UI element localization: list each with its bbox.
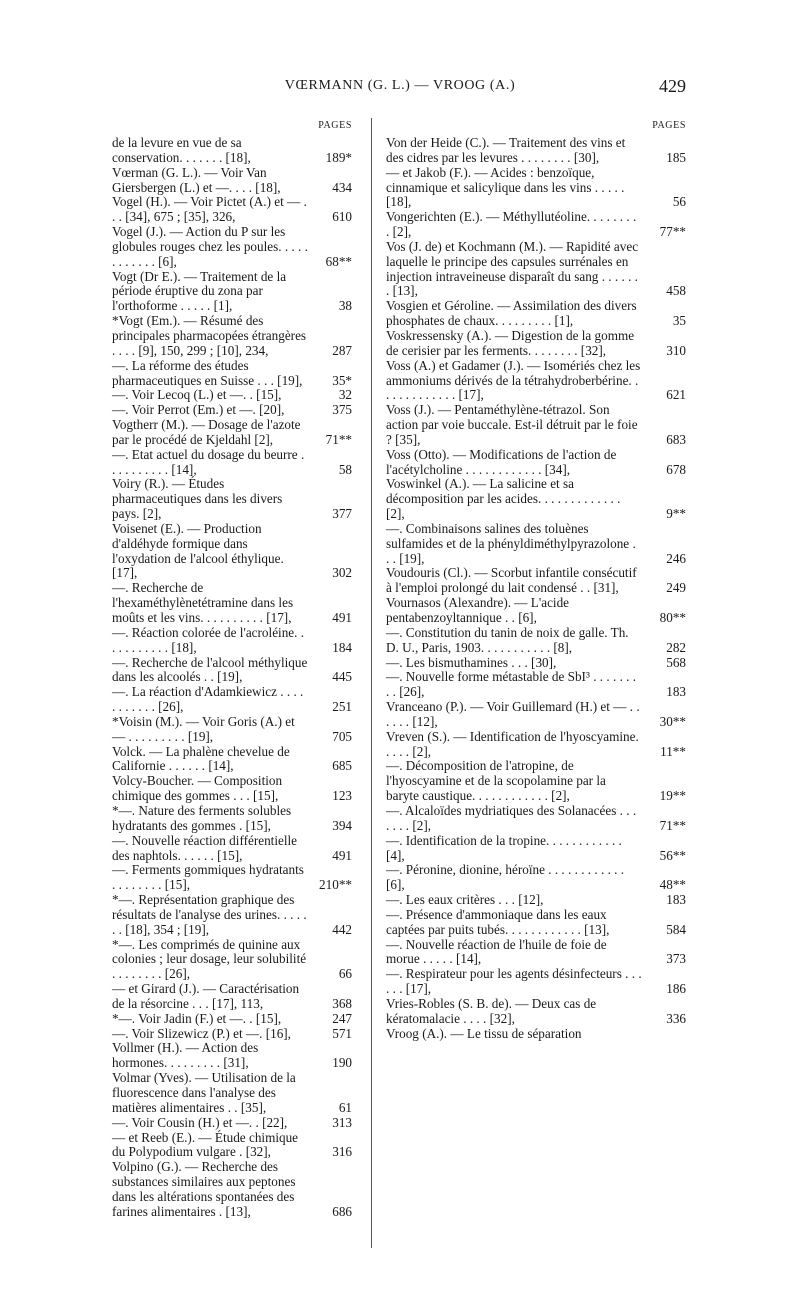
entry-page-number: 302 [332, 565, 352, 581]
index-entry [386, 166, 686, 211]
entry-text: —. Les eaux critères . . . [12], [386, 892, 544, 908]
entry-page-number: 249 [666, 580, 686, 596]
entry-page-number: 77** [659, 224, 686, 240]
entry-page-number: 316 [332, 1144, 352, 1160]
entry-text: — et Girard (J.). — Caractérisation de la résorcine . . . [17], 113, [112, 981, 300, 1011]
entry-page-number: 19** [659, 788, 686, 804]
index-entry [386, 448, 686, 478]
index-entry [112, 403, 352, 418]
index-entry [112, 581, 352, 626]
entry-page-number: 68** [325, 253, 352, 269]
page-number: 429 [659, 76, 686, 96]
entry-text: Voswinkel (A.). — La salicine et sa décomposition par les acides. . . . . . . . . . . . . [2], [386, 476, 621, 522]
entry-text: Volck. — La phalène chevelue de Californie . . . . . . [14], [112, 743, 290, 774]
index-entry [386, 834, 686, 864]
index-entry [112, 893, 352, 938]
index-entry [386, 730, 686, 760]
entry-page-number: 184 [332, 639, 352, 655]
entry-text: Vries-Robles (S. B. de). — Deux cas de kératomalacie . . . . [32], [386, 995, 597, 1026]
entry-page-number: 48** [659, 877, 686, 893]
entry-page-number: 610 [332, 209, 352, 225]
entry-text: —. Présence d'ammoniaque dans les eaux captées par puits tubés. . . . . . . . . . . . [13], [386, 906, 610, 937]
index-entry [112, 225, 352, 270]
column-divider [371, 118, 372, 1248]
entry-text: Volpino (G.). — Recherche des substances similaires aux peptones dans les altérations spontanées des farines alimentaires . [13], [112, 1159, 296, 1219]
index-entry [386, 893, 686, 908]
entry-page-number: 32 [338, 387, 352, 403]
index-entry [112, 1131, 352, 1161]
entry-page-number: 705 [332, 728, 352, 744]
entry-text: —. Constitution du tanin de noix de galle. Th. D. U., Paris, 1903. . . . . . . . . . . [8], [386, 624, 629, 655]
index-entry [386, 700, 686, 730]
entry-page-number: 185 [666, 149, 686, 165]
entry-page-number: 287 [332, 342, 352, 358]
entry-page-number: 56** [659, 847, 686, 863]
index-entry [112, 1071, 352, 1116]
index-entry [386, 626, 686, 656]
index-entry [112, 938, 352, 983]
index-entry [386, 240, 686, 299]
entry-page-number: 377 [332, 506, 352, 522]
entry-page-number: 38 [338, 298, 352, 314]
index-entry [112, 804, 352, 834]
entry-page-number: 373 [666, 951, 686, 967]
index-entry [112, 982, 352, 1012]
entry-text: — et Jakob (F.). — Acides : benzoïque, cinnamique et salicylique dans les vins . . . . . [18], [386, 164, 625, 210]
entry-page-number: 491 [332, 610, 352, 625]
entry-text: Vogel (H.). — Voir Pictet (A.) et — . . . [34], 675 ; [35], 326, [112, 194, 307, 225]
index-entry [386, 863, 686, 893]
running-head: VŒRMANN (G. L.) — VROOG (A.) [284, 78, 516, 93]
entry-text: Voss (A.) et Gadamer (J.). — Isomériés chez les ammoniums dérivés de la tétrahydroberbérine. . . . . . . . . . . . . [17], [386, 357, 641, 403]
index-entry [386, 359, 686, 404]
index-entry [112, 270, 352, 315]
entry-text: —. Etat actuel du dosage du beurre . . . . . . . . . . [14], [112, 446, 305, 477]
entry-page-number: 394 [332, 817, 352, 833]
index-entry [112, 834, 352, 864]
entry-text: Vreven (S.). — Identification de l'hyoscyamine. . . . . [2], [386, 728, 639, 759]
index-entry [112, 166, 352, 196]
entry-text: Vogel (J.). — Action du P sur les globules rouges chez les poules. . . . . . . . . . . . [6], [112, 224, 308, 269]
entry-text: —. La réforme des études pharmaceutiques en Suisse . . . [19], [112, 357, 303, 388]
entry-text: Volcy-Boucher. — Composition chimique des gommes . . . [15], [112, 773, 283, 804]
index-entry [112, 863, 352, 893]
entry-text: Voisenet (E.). — Production d'aldéhyde formique dans l'oxydation de l'alcool éthylique. [17], [112, 520, 284, 581]
entry-page-number: 123 [332, 788, 352, 804]
index-entry [386, 759, 686, 804]
left-column [112, 116, 352, 1220]
entry-page-number: 368 [332, 995, 352, 1011]
pages-label: PAGES [318, 120, 352, 131]
index-entry [386, 566, 686, 596]
index-entry [386, 596, 686, 626]
entry-page-number: 568 [666, 654, 686, 670]
entry-text: *—. Les comprimés de quinine aux colonies ; leur dosage, leur solubilité . . . . . . . . [26], [112, 936, 307, 982]
entry-page-number: 66 [338, 966, 352, 982]
index-entry [386, 670, 686, 700]
entry-page-number: 61 [338, 1099, 352, 1115]
entry-page-number: 80** [659, 610, 686, 625]
index-entry [112, 1027, 352, 1042]
entry-text: Vroog (A.). — Le tissu de séparation [386, 1025, 582, 1041]
index-entry [112, 522, 352, 581]
entry-text: *—. Voir Jadin (F.) et —. . [15], [112, 1010, 282, 1026]
entry-text: Voskressensky (A.). — Digestion de la gomme de cerisier par les ferments. . . . . . . . [32], [386, 327, 635, 358]
entry-page-number: 183 [666, 684, 686, 700]
entry-text: Volmar (Yves). — Utilisation de la fluorescence dans l'analyse des matières alimentaires . . [35], [112, 1070, 296, 1115]
entry-text: *Voisin (M.). — Voir Goris (A.) et — . . . . . . . . . [19], [112, 713, 295, 744]
entry-page-number: 71** [325, 431, 352, 447]
entry-page-number: 183 [666, 892, 686, 908]
index-entry [112, 774, 352, 804]
entry-text: Voss (Otto). — Modifications de l'action de l'acétylcholine . . . . . . . . . . . . [34], [386, 446, 617, 477]
index-entry [386, 938, 686, 968]
pages-column-label [112, 116, 352, 136]
index-entry [386, 136, 686, 166]
entry-page-number: 11** [660, 743, 686, 759]
index-entry [386, 403, 686, 448]
index-entry [112, 388, 352, 403]
index-entry [386, 1027, 686, 1042]
entry-text: Von der Heide (C.). — Traitement des vins et des cidres par les levures . . . . . . . . [30], [386, 135, 626, 165]
entry-page-number: 186 [666, 981, 686, 997]
entry-text: Vos (J. de) et Kochmann (M.). — Rapidité avec laquelle le principe des capsules surrénales en injection intraveineuse disparaît du sang . . . . . . . [13], [386, 238, 639, 299]
pages-label: PAGES [652, 120, 686, 131]
entry-text: —. Voir Perrot (Em.) et —. [20], [112, 402, 285, 418]
entry-text: Vogtherr (M.). — Dosage de l'azote par le procédé de Kjeldahl [2], [112, 417, 301, 447]
index-entry [112, 136, 352, 166]
index-entry [112, 359, 352, 389]
entry-text: —. Réaction colorée de l'acroléine. . . . . . . . . . . [18], [112, 624, 305, 655]
entry-page-number: 35 [672, 313, 686, 329]
index-entry [386, 656, 686, 671]
index-entry [112, 1041, 352, 1071]
index-entry [112, 745, 352, 775]
entry-text: Vongerichten (E.). — Méthyllutéoline. . . . . . . . . [2], [386, 209, 637, 240]
index-entry [112, 685, 352, 715]
entry-text: —. Recherche de l'alcool méthylique dans les alcoolés . . [19], [112, 654, 308, 685]
entry-text: Vosgien et Géroline. — Assimilation des divers phosphates de chaux. . . . . . . . . [1], [386, 298, 637, 329]
page-header [0, 76, 800, 106]
index-entry [386, 522, 686, 567]
index-entry [112, 1116, 352, 1131]
entry-page-number: 686 [332, 1203, 352, 1219]
entry-page-number: 442 [332, 921, 352, 937]
entry-text: de la levure en vue de sa conservation. . . . . . . [18], [112, 135, 251, 165]
entry-text: —. Nouvelle réaction de l'huile de foie de morue . . . . . [14], [386, 936, 607, 967]
index-entries [112, 136, 352, 1220]
index-entry [386, 210, 686, 240]
entry-page-number: 571 [332, 1025, 352, 1041]
entry-page-number: 56 [672, 194, 686, 210]
entry-page-number: 683 [666, 431, 686, 447]
entry-text: —. La réaction d'Adamkiewicz . . . . . . . . . . . [26], [112, 684, 304, 715]
index-entries [386, 136, 686, 1041]
entry-page-number: 336 [666, 1010, 686, 1026]
entry-text: *—. Nature des ferments solubles hydratants des gommes . [15], [112, 802, 292, 833]
index-entry [112, 1160, 352, 1219]
entry-text: —. Voir Slizewicz (P.) et —. [16], [112, 1025, 291, 1041]
entry-page-number: 282 [666, 639, 686, 655]
entry-text: —. Identification de la tropine. . . . . . . . . . . . [4], [386, 832, 622, 863]
entry-text: —. Respirateur pour les agents désinfecteurs . . . . . . [17], [386, 966, 642, 997]
entry-page-number: 621 [666, 387, 686, 403]
entry-text: —. Ferments gommiques hydratants . . . . . . . . [15], [112, 862, 304, 893]
entry-text: —. Voir Lecoq (L.) et —. . [15], [112, 387, 282, 403]
entry-text: Vournasos (Alexandre). — L'acide pentabenzoyltannique . . [6], [386, 595, 570, 625]
entry-page-number: 247 [332, 1010, 352, 1026]
entry-page-number: 310 [666, 342, 686, 358]
entry-text: —. Décomposition de l'atropine, de l'hyoscyamine et de la scopolamine par la baryte caustique. . . . . . . . . . . . [2], [386, 758, 606, 804]
entry-page-number: 189* [325, 149, 352, 165]
entry-text: —. Voir Cousin (H.) et —. . [22], [112, 1114, 288, 1130]
entry-page-number: 251 [332, 699, 352, 715]
entry-page-number: 9** [666, 506, 686, 522]
index-entry [112, 477, 352, 522]
entry-text: Voiry (R.). — Études pharmaceutiques dans les divers pays. [2], [112, 476, 283, 522]
entry-text: Vranceano (P.). — Voir Guillemard (H.) et — . . . . . . [12], [386, 699, 640, 729]
entry-page-number: 678 [666, 461, 686, 477]
index-entry [386, 477, 686, 522]
entry-text: —. Nouvelle forme métastable de SbI³ . . . . . . . . . [26], [386, 669, 637, 700]
entry-text: —. Alcaloïdes mydriatiques des Solanacées . . . . . . . [2], [386, 802, 637, 833]
entry-text: Vollmer (H.). — Action des hormones. . . . . . . . . [31], [112, 1040, 259, 1071]
entry-page-number: 375 [332, 402, 352, 418]
entry-page-number: 58 [338, 461, 352, 477]
entry-page-number: 246 [666, 550, 686, 566]
entry-page-number: 685 [332, 758, 352, 774]
entry-page-number: 445 [332, 669, 352, 685]
entry-text: —. Recherche de l'hexaméthylènetétramine dans les moûts et les vins. . . . . . . . . . [17], [112, 580, 294, 625]
index-entry [112, 448, 352, 478]
entry-text: —. Les bismuthamines . . . [30], [386, 654, 557, 670]
entry-text: Vœrman (G. L.). — Voir Van Giersbergen (L.) et —. . . . [18], [112, 164, 281, 195]
entry-text: *Vogt (Em.). — Résumé des principales pharmacopées étrangères . . . . [9], 150, 299 ; [10], 234, [112, 313, 307, 358]
entry-page-number: 458 [666, 283, 686, 299]
entry-text: *—. Représentation graphique des résultats de l'analyse des urines. . . . . . . [18], 354 ; [19], [112, 892, 307, 937]
index-entry [386, 804, 686, 834]
index-entry [386, 997, 686, 1027]
index-entry [386, 329, 686, 359]
index-entry [112, 195, 352, 225]
index-entry [112, 314, 352, 359]
entry-page-number: 491 [332, 847, 352, 863]
index-entry [112, 1012, 352, 1027]
entry-page-number: 190 [332, 1055, 352, 1071]
entry-text: Voss (J.). — Pentaméthylène-tétrazol. Son action par voie buccale. Est-il détruit par le foie ? [35], [386, 402, 638, 447]
entry-page-number: 71** [659, 817, 686, 833]
entry-text: —. Nouvelle réaction différentielle des naphtols. . . . . . [15], [112, 832, 298, 863]
entry-text: —. Combinaisons salines des toluènes sulfamides et de la phényldiméthylpyrazolone . . . [19], [386, 520, 636, 566]
pages-column-label [386, 116, 686, 136]
index-entry [112, 418, 352, 448]
entry-text: Voudouris (Cl.). — Scorbut infantile consécutif à l'emploi prolongé du lait condensé . . [31], [386, 565, 637, 596]
entry-text: — et Reeb (E.). — Étude chimique du Polypodium vulgare . [32], [112, 1129, 299, 1160]
entry-text: —. Péronine, dionine, héroïne . . . . . . . . . . . . [6], [386, 862, 625, 893]
right-column [386, 116, 686, 1041]
index-entry [386, 967, 686, 997]
entry-text: Vogt (Dr E.). — Traitement de la période éruptive du zona par l'orthoforme . . . . . [1], [112, 268, 287, 314]
entry-page-number: 30** [659, 713, 686, 729]
entry-page-number: 313 [332, 1114, 352, 1130]
index-entry [112, 656, 352, 686]
entry-page-number: 584 [666, 921, 686, 937]
entry-page-number: 35* [332, 372, 352, 388]
entry-page-number: 210** [319, 877, 352, 893]
index-entry [386, 908, 686, 938]
entry-page-number: 434 [332, 179, 352, 195]
index-entry [112, 715, 352, 745]
index-entry [112, 626, 352, 656]
index-entry [386, 299, 686, 329]
